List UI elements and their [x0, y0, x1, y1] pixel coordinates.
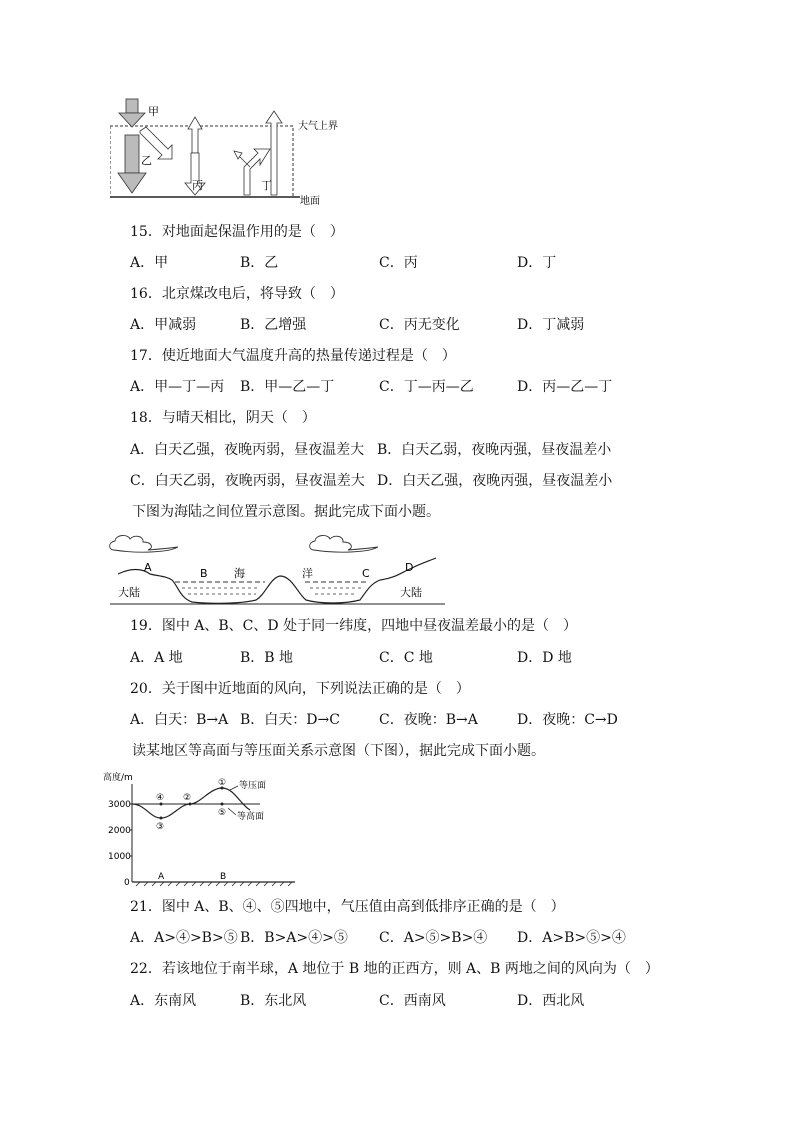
option-d[interactable]: D．A>B>⑤>④: [517, 930, 626, 946]
option-a[interactable]: A．A>④>B>⑤: [130, 930, 238, 946]
option-d[interactable]: D．夜晚：C→D: [517, 712, 618, 728]
y-tick-2000: 2000: [108, 826, 131, 836]
option-b[interactable]: B．乙增强: [240, 317, 307, 333]
option-a[interactable]: A．甲: [130, 255, 169, 271]
option-c[interactable]: C．夜晚：B→A: [379, 712, 478, 728]
label-yi: 乙: [141, 154, 152, 167]
option-c[interactable]: C．西南风: [379, 993, 446, 1009]
question-number: 22．: [130, 961, 162, 977]
label-D: D: [405, 561, 414, 574]
option-a[interactable]: A．甲—丁—丙: [130, 379, 225, 395]
question-text: 使近地面大气温度升高的热量传递过程是（ ）: [161, 348, 456, 364]
question-22-options: [130, 992, 690, 1010]
label-isohypse: 等高面: [237, 812, 265, 822]
y-tick-1000: 1000: [108, 852, 131, 862]
question-15-options: [130, 254, 690, 272]
intro-isobar: 读某地区等高面与等压面关系示意图（下图），据此完成下面小题。: [132, 743, 545, 759]
option-a[interactable]: A．东南风: [130, 993, 197, 1009]
question-16: [130, 285, 344, 303]
question-text: 与晴天相比，阴天（ ）: [161, 410, 316, 426]
point-3: ③: [156, 822, 165, 832]
arrow-jia: [119, 99, 145, 127]
question-text: 若该地位于南半球，A 地位于 B 地的正西方，则 A、B 两地之间的风向为（ ）: [161, 961, 659, 977]
option-d[interactable]: D．丁减弱: [517, 317, 585, 333]
question-16-options: [130, 316, 690, 334]
option-c[interactable]: C．丙: [379, 255, 418, 271]
label-hai: 海: [234, 567, 245, 580]
question-17-options: [130, 378, 690, 396]
option-c[interactable]: C．C 地: [379, 650, 433, 666]
label-C: C: [362, 567, 370, 580]
question-text: 图中 A、B、④、⑤四地中，气压值由高到低排序正确的是（ ）: [161, 899, 565, 915]
option-a[interactable]: A．甲减弱: [130, 317, 197, 333]
y-tick-0: 0: [124, 878, 130, 888]
option-d[interactable]: D．西北风: [517, 993, 585, 1009]
point-1: ①: [218, 778, 227, 788]
question-text: 图中 A、B、C、D 处于同一纬度，四地中昼夜温差最小的是（ ）: [161, 618, 578, 634]
label-bing: 丙: [192, 179, 203, 192]
cloud-right: [310, 535, 378, 552]
question-number: 21．: [130, 899, 162, 915]
question-18-options-row1: [130, 441, 690, 459]
option-d[interactable]: D．丙—乙—丁: [517, 379, 613, 395]
option-c[interactable]: C．丙无变化: [379, 317, 460, 333]
figure-atmosphere-heating: [110, 95, 370, 210]
option-b[interactable]: B．白天：D→C: [240, 712, 340, 728]
label-jia: 甲: [148, 105, 159, 118]
question-number: 20．: [130, 681, 162, 697]
point-4: ④: [156, 793, 165, 803]
option-a[interactable]: A．A 地: [130, 650, 183, 666]
question-19-options: [130, 649, 690, 667]
terrain-profile: [118, 558, 436, 603]
question-text: 对地面起保温作用的是（ ）: [161, 224, 344, 240]
option-a[interactable]: A．白天乙强，夜晚丙弱，昼夜温差大: [130, 442, 365, 458]
question-20: [130, 680, 470, 698]
option-b[interactable]: B．东北风: [240, 993, 307, 1009]
label-isobar: 等压面: [239, 781, 267, 791]
y-tick-3000: 3000: [108, 800, 131, 810]
cloud-left: [110, 535, 178, 552]
question-number: 18．: [130, 410, 162, 426]
label-land-right: 大陆: [400, 586, 422, 599]
question-21: [130, 898, 565, 916]
arrow-ding: [234, 111, 282, 195]
label-ding: 丁: [261, 179, 272, 192]
figure-isobar: [100, 770, 310, 890]
question-18: [130, 409, 316, 427]
label-A: A: [144, 561, 152, 574]
figure-sea-land: [100, 530, 450, 610]
option-d[interactable]: D．白天乙强，夜晚丙强，昼夜温差小: [377, 473, 613, 489]
question-number: 15．: [130, 224, 162, 240]
label-yang: 洋: [302, 567, 313, 580]
option-c[interactable]: C．白天乙弱，夜晚丙弱，昼夜温差大: [130, 473, 365, 489]
intro-sea-land: 下图为海陆之间位置示意图。据此完成下面小题。: [132, 504, 440, 520]
label-top-boundary: 大气上界: [298, 121, 338, 132]
y-axis-label: 高度/m: [103, 773, 133, 783]
question-number: 17．: [130, 348, 162, 364]
option-b[interactable]: B．B 地: [240, 650, 294, 666]
option-d[interactable]: D．D 地: [517, 650, 572, 666]
question-15: [130, 223, 344, 241]
label-ground: 地面: [300, 196, 320, 207]
option-b[interactable]: B．B>A>④>⑤: [240, 930, 348, 946]
option-a[interactable]: A．白天：B→A: [130, 712, 229, 728]
x-label-A: A: [158, 872, 165, 882]
question-20-options: [130, 711, 690, 729]
question-21-options: [130, 929, 690, 947]
x-label-B: B: [220, 872, 227, 882]
option-b[interactable]: B．乙: [240, 255, 279, 271]
option-b[interactable]: B．甲—乙—丁: [240, 379, 335, 395]
option-c[interactable]: C．丁—丙—乙: [379, 379, 474, 395]
label-B: B: [200, 567, 208, 580]
point-2: ②: [183, 793, 192, 803]
question-18-options-row2: [130, 472, 690, 490]
question-number: 19．: [130, 618, 162, 634]
question-number: 16．: [130, 286, 162, 302]
question-text: 北京煤改电后，将导致（ ）: [161, 286, 344, 302]
point-5: ⑤: [218, 808, 227, 818]
question-text: 关于图中近地面的风向，下列说法正确的是（ ）: [161, 681, 470, 697]
question-17: [130, 347, 456, 365]
option-c[interactable]: C．A>⑤>B>④: [379, 930, 488, 946]
option-b[interactable]: B．白天乙弱，夜晚丙强，昼夜温差小: [377, 442, 612, 458]
label-land-left: 大陆: [118, 586, 140, 599]
question-22: [130, 960, 659, 978]
question-19: [130, 617, 577, 635]
option-d[interactable]: D．丁: [517, 255, 557, 271]
